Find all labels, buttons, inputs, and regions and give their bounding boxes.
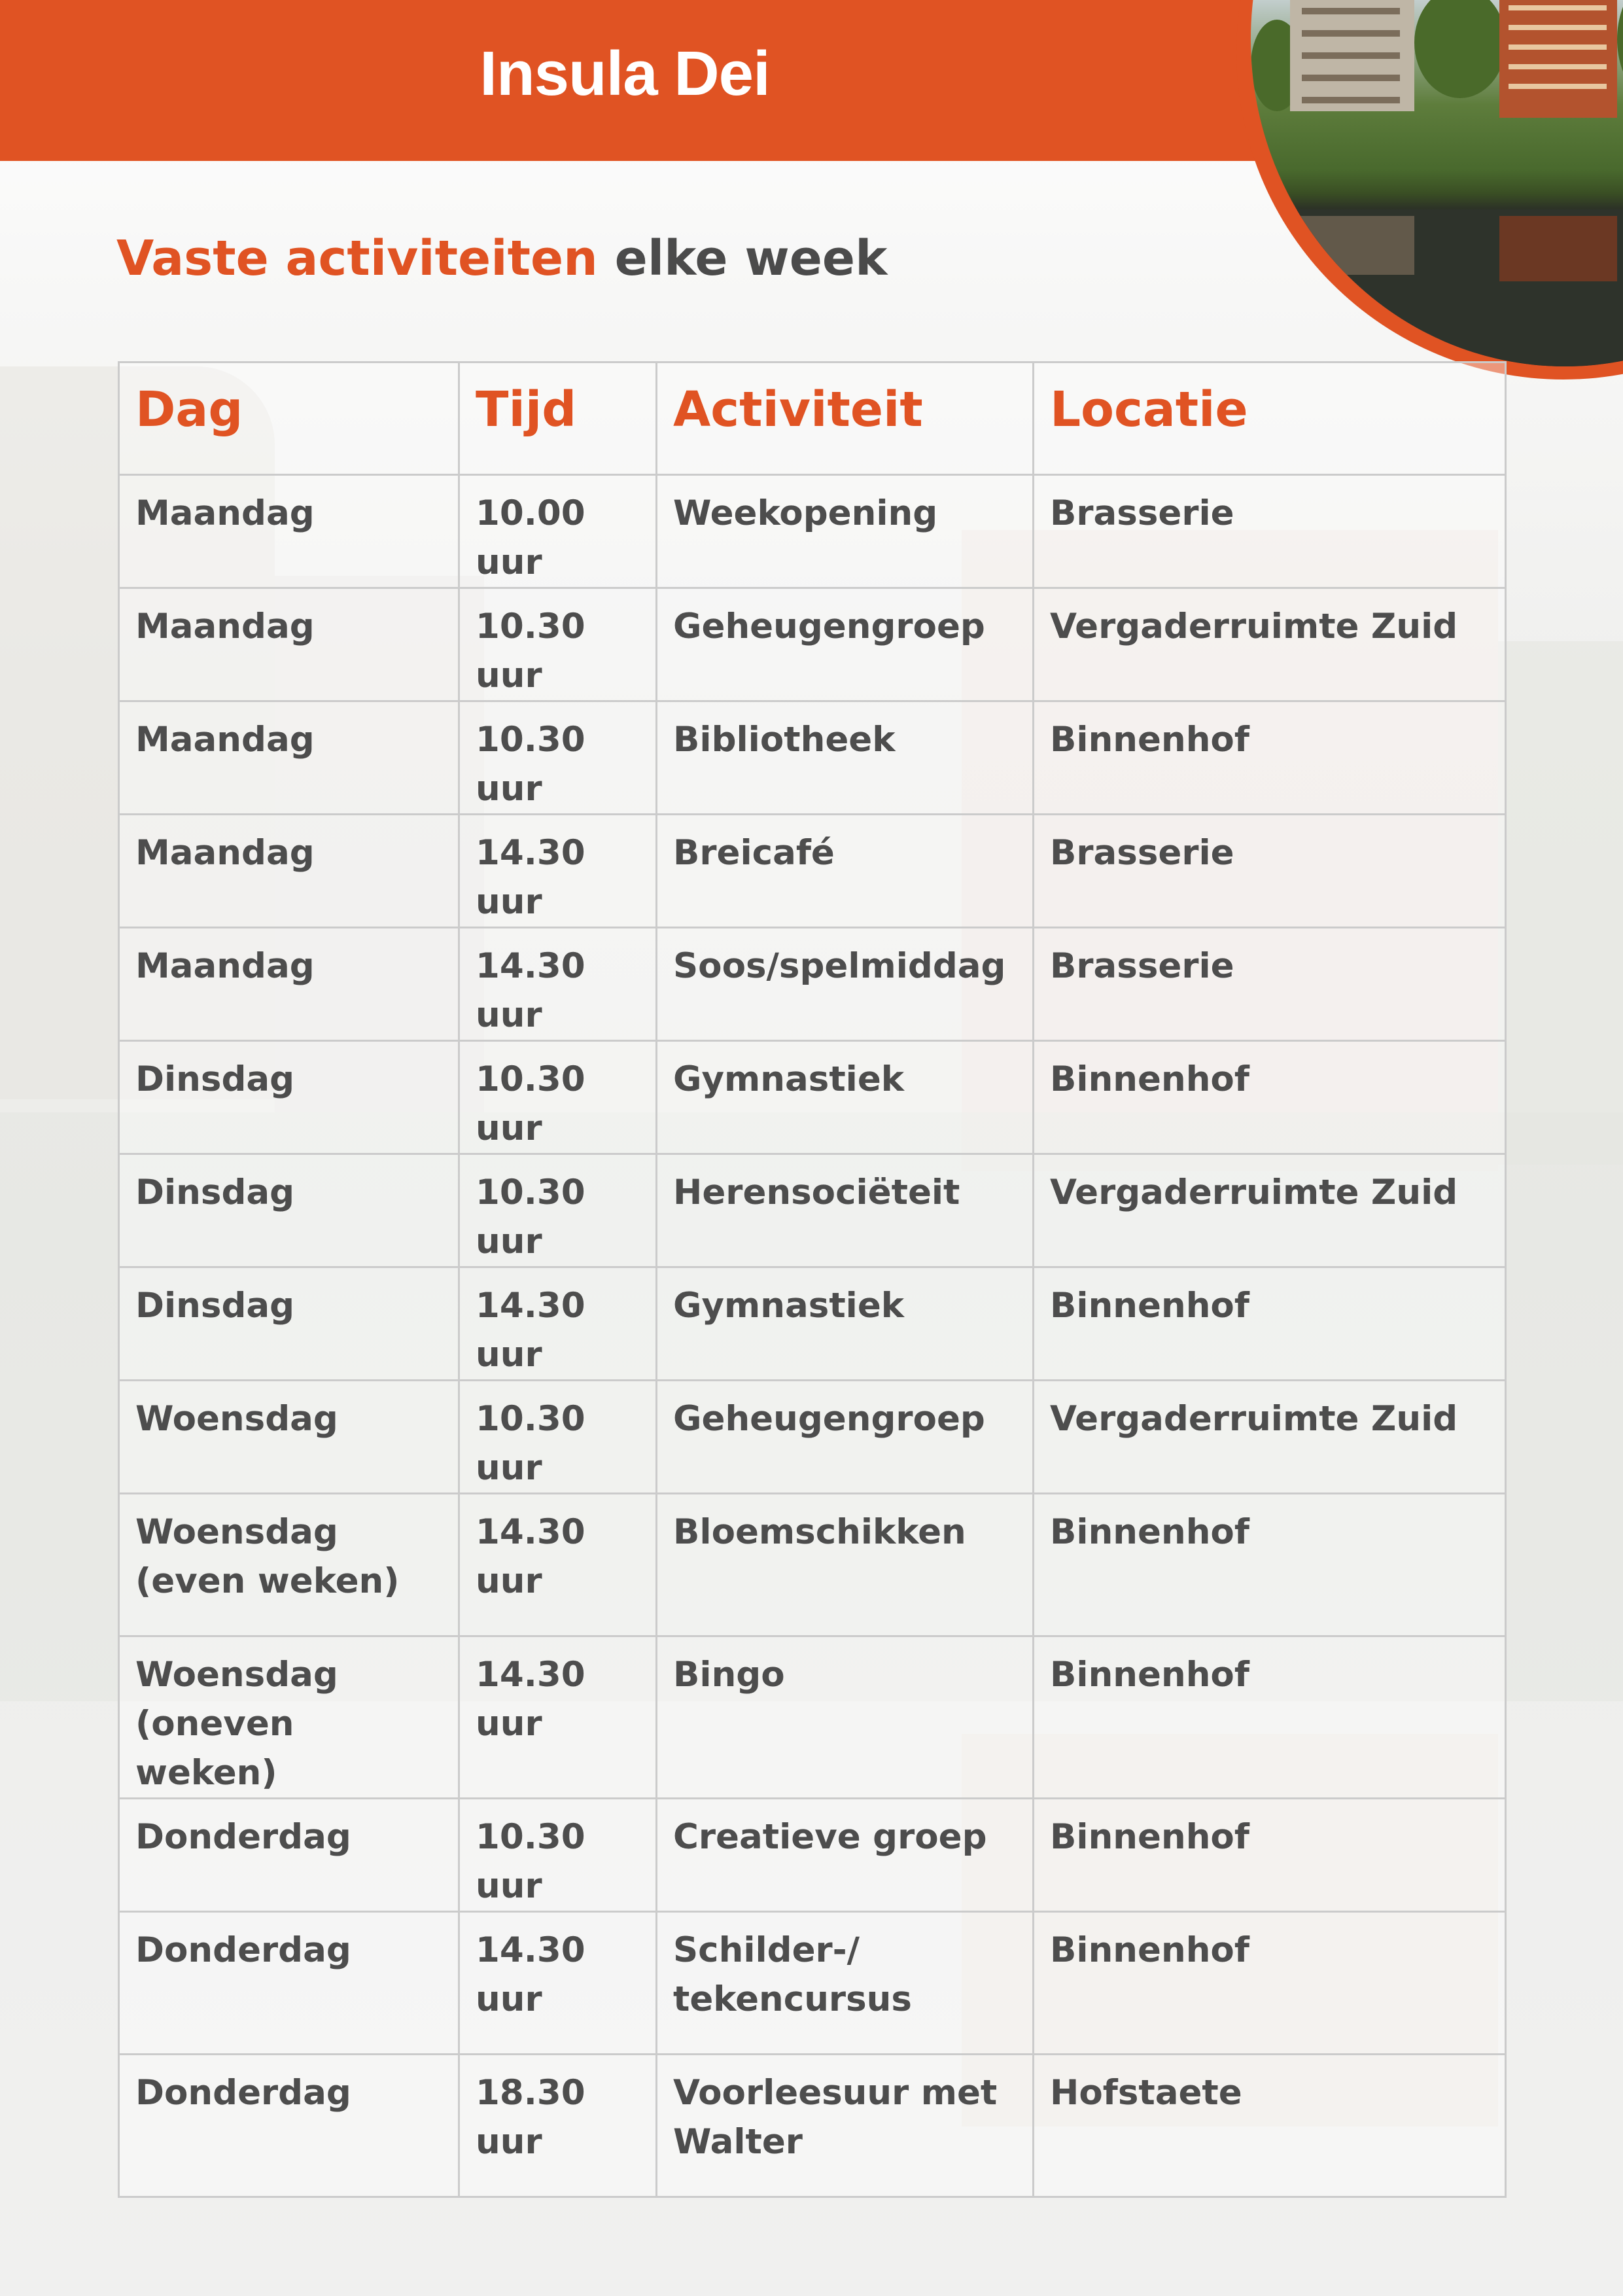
cell-tijd: 14.30 uur (459, 1912, 657, 2055)
cell-locatie: Brasserie (1034, 815, 1506, 928)
cell-tijd: 14.30 uur (459, 928, 657, 1041)
cell-tijd: 18.30 uur (459, 2055, 657, 2197)
cell-tijd: 10.30 uur (459, 1381, 657, 1494)
cell-activiteit: Creatieve groep (657, 1799, 1034, 1912)
page-heading (116, 230, 887, 287)
table-row (119, 1041, 1506, 1154)
heading-accent: Vaste activiteiten (116, 230, 598, 287)
table-body (119, 475, 1506, 2197)
cell-tijd: 14.30 uur (459, 1636, 657, 1799)
table-row (119, 928, 1506, 1041)
cell-dag: Maandag (119, 475, 459, 588)
cell-dag: Woensdag (oneven weken) (119, 1636, 459, 1799)
cell-locatie: Binnenhof (1034, 701, 1506, 815)
cell-locatie: Binnenhof (1034, 1912, 1506, 2055)
table-row (119, 2055, 1506, 2197)
cell-dag: Maandag (119, 588, 459, 701)
table-row (119, 1799, 1506, 1912)
cell-locatie: Hofstaete (1034, 2055, 1506, 2197)
cell-locatie: Binnenhof (1034, 1267, 1506, 1381)
cell-locatie: Vergaderruimte Zuid (1034, 1154, 1506, 1267)
cell-activiteit: Bingo (657, 1636, 1034, 1799)
table-row (119, 1494, 1506, 1636)
cell-locatie: Vergaderruimte Zuid (1034, 1381, 1506, 1494)
column-header-activiteit: Activiteit (657, 362, 1034, 475)
table-row (119, 1636, 1506, 1799)
table-row (119, 1154, 1506, 1267)
table-row (119, 1267, 1506, 1381)
column-header-locatie: Locatie (1034, 362, 1506, 475)
heading-rest: elke week (614, 230, 888, 287)
cell-activiteit: Gymnastiek (657, 1267, 1034, 1381)
cell-tijd: 10.30 uur (459, 1799, 657, 1912)
cell-dag: Woensdag (even weken) (119, 1494, 459, 1636)
cell-activiteit: Voorleesuur met Walter (657, 2055, 1034, 2197)
column-header-tijd: Tijd (459, 362, 657, 475)
cell-activiteit: Bloemschikken (657, 1494, 1034, 1636)
cell-activiteit: Geheugengroep (657, 588, 1034, 701)
brand-title: Insula Dei (480, 39, 770, 109)
table-header-row (119, 362, 1506, 475)
cell-activiteit: Soos/spelmiddag (657, 928, 1034, 1041)
cell-tijd: 14.30 uur (459, 1267, 657, 1381)
cell-dag: Dinsdag (119, 1154, 459, 1267)
cell-tijd: 10.30 uur (459, 701, 657, 815)
table-row (119, 475, 1506, 588)
cell-dag: Maandag (119, 815, 459, 928)
table-row (119, 815, 1506, 928)
cell-tijd: 10.30 uur (459, 1154, 657, 1267)
cell-activiteit: Weekopening (657, 475, 1034, 588)
activity-schedule-table (118, 361, 1507, 2198)
cell-activiteit: Breicafé (657, 815, 1034, 928)
column-header-dag: Dag (119, 362, 459, 475)
cell-dag: Dinsdag (119, 1267, 459, 1381)
table-row (119, 588, 1506, 701)
cell-dag: Maandag (119, 701, 459, 815)
cell-dag: Woensdag (119, 1381, 459, 1494)
background-tree-right (1498, 641, 1623, 1165)
cell-dag: Maandag (119, 928, 459, 1041)
cell-locatie: Binnenhof (1034, 1636, 1506, 1799)
cell-activiteit: Geheugengroep (657, 1381, 1034, 1494)
cell-tijd: 14.30 uur (459, 1494, 657, 1636)
table-row (119, 1912, 1506, 2055)
cell-activiteit: Herensociëteit (657, 1154, 1034, 1267)
cell-dag: Donderdag (119, 1912, 459, 2055)
cell-locatie: Brasserie (1034, 475, 1506, 588)
cell-locatie: Brasserie (1034, 928, 1506, 1041)
cell-dag: Donderdag (119, 1799, 459, 1912)
cell-locatie: Binnenhof (1034, 1041, 1506, 1154)
cell-locatie: Binnenhof (1034, 1494, 1506, 1636)
cell-dag: Dinsdag (119, 1041, 459, 1154)
cell-activiteit: Schilder-/ tekencursus (657, 1912, 1034, 2055)
table-row (119, 1381, 1506, 1494)
cell-activiteit: Bibliotheek (657, 701, 1034, 815)
cell-tijd: 10.00 uur (459, 475, 657, 588)
cell-locatie: Binnenhof (1034, 1799, 1506, 1912)
cell-tijd: 10.30 uur (459, 1041, 657, 1154)
building-photo (1251, 0, 1623, 366)
cell-locatie: Vergaderruimte Zuid (1034, 588, 1506, 701)
photo-ring (1236, 0, 1623, 380)
cell-tijd: 14.30 uur (459, 815, 657, 928)
table-row (119, 701, 1506, 815)
cell-dag: Donderdag (119, 2055, 459, 2197)
cell-tijd: 10.30 uur (459, 588, 657, 701)
cell-activiteit: Gymnastiek (657, 1041, 1034, 1154)
